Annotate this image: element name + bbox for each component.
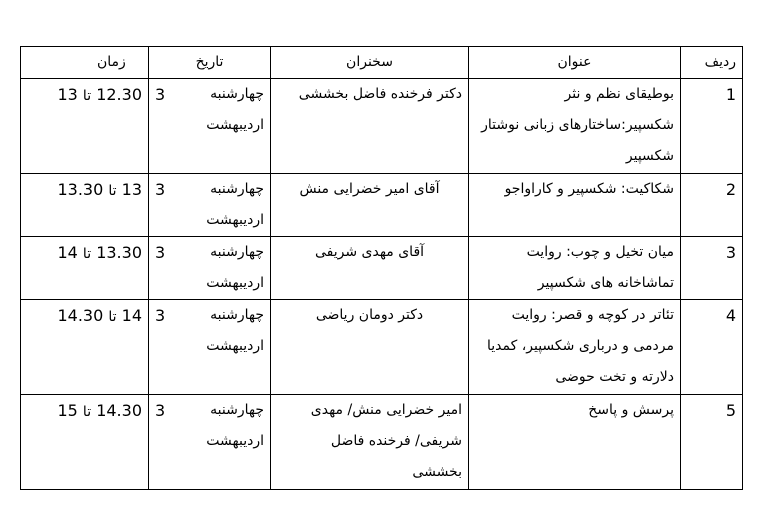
date-day: چهارشنبه	[210, 181, 264, 197]
header-row	[21, 47, 743, 79]
session-date	[149, 237, 271, 300]
header-date: تاریخ	[149, 47, 271, 79]
table-row	[21, 300, 743, 395]
session-title: بوطیقای نظم و نثر شکسپیر:ساختارهای زبانی نوشتار شکسپیر	[469, 79, 681, 174]
row-number: 4	[681, 300, 743, 395]
time-start: 14.30	[96, 401, 142, 420]
speaker-name: دکتر فرخنده فاضل بخششی	[271, 79, 469, 174]
date-number: 3	[155, 243, 166, 262]
session-time	[21, 300, 149, 395]
row-number: 2	[681, 174, 743, 237]
time-separator: تا	[108, 309, 117, 325]
date-month: اردیبهشت	[206, 338, 264, 354]
header-title: عنوان	[469, 47, 681, 79]
time-separator: تا	[108, 183, 117, 199]
session-time	[21, 174, 149, 237]
time-separator: تا	[82, 246, 92, 262]
session-time	[21, 79, 149, 174]
time-end: 15	[57, 401, 78, 420]
session-title: پرسش و پاسخ	[469, 395, 681, 490]
time-end: 14.30	[57, 306, 104, 325]
time-start: 12.30	[96, 85, 142, 104]
date-number: 3	[155, 306, 166, 325]
session-time	[21, 237, 149, 300]
date-day: چهارشنبه	[210, 402, 264, 418]
time-start: 13.30	[96, 243, 142, 262]
date-day: چهارشنبه	[210, 86, 264, 102]
date-month: اردیبهشت	[206, 117, 264, 133]
time-separator: تا	[82, 404, 92, 420]
time-end: 14	[57, 243, 78, 262]
date-number: 3	[155, 85, 166, 104]
date-number: 3	[155, 401, 166, 420]
time-separator: تا	[82, 88, 92, 104]
header-speaker: سخنران	[271, 47, 469, 79]
date-day: چهارشنبه	[210, 307, 264, 323]
session-title: تئاتر در کوچه و قصر: روایت مردمی و درباری شکسپیر، کمدیا دلارته و تخت حوضی	[469, 300, 681, 395]
table-row	[21, 395, 743, 490]
time-start: 14	[121, 306, 142, 325]
time-end: 13.30	[57, 180, 104, 199]
date-day: چهارشنبه	[210, 244, 264, 260]
schedule-table	[20, 46, 743, 490]
time-start: 13	[121, 180, 142, 199]
session-title: شکاکیت: شکسپیر و کاراواجو	[469, 174, 681, 237]
speaker-name: امیر خضرایی منش/ مهدی شریفی/ فرخنده فاضل بخششی	[271, 395, 469, 490]
time-end: 13	[57, 85, 78, 104]
table-row	[21, 79, 743, 174]
speaker-name: آقای امیر خضرایی منش	[271, 174, 469, 237]
speaker-name: دکتر دومان ریاضی	[271, 300, 469, 395]
table-row	[21, 237, 743, 300]
session-date	[149, 174, 271, 237]
session-date	[149, 395, 271, 490]
session-date	[149, 79, 271, 174]
row-number: 5	[681, 395, 743, 490]
session-date	[149, 300, 271, 395]
date-number: 3	[155, 180, 166, 199]
row-number: 3	[681, 237, 743, 300]
session-time	[21, 395, 149, 490]
date-month: اردیبهشت	[206, 275, 264, 291]
date-month: اردیبهشت	[206, 212, 264, 228]
session-title: میان تخیل و چوب: روایت تماشاخانه های شکسپیر	[469, 237, 681, 300]
date-month: اردیبهشت	[206, 433, 264, 449]
row-number: 1	[681, 79, 743, 174]
speaker-name: آقای مهدی شریفی	[271, 237, 469, 300]
header-row-number: ردیف	[681, 47, 743, 79]
header-time: زمان	[21, 47, 149, 79]
table-row	[21, 174, 743, 237]
